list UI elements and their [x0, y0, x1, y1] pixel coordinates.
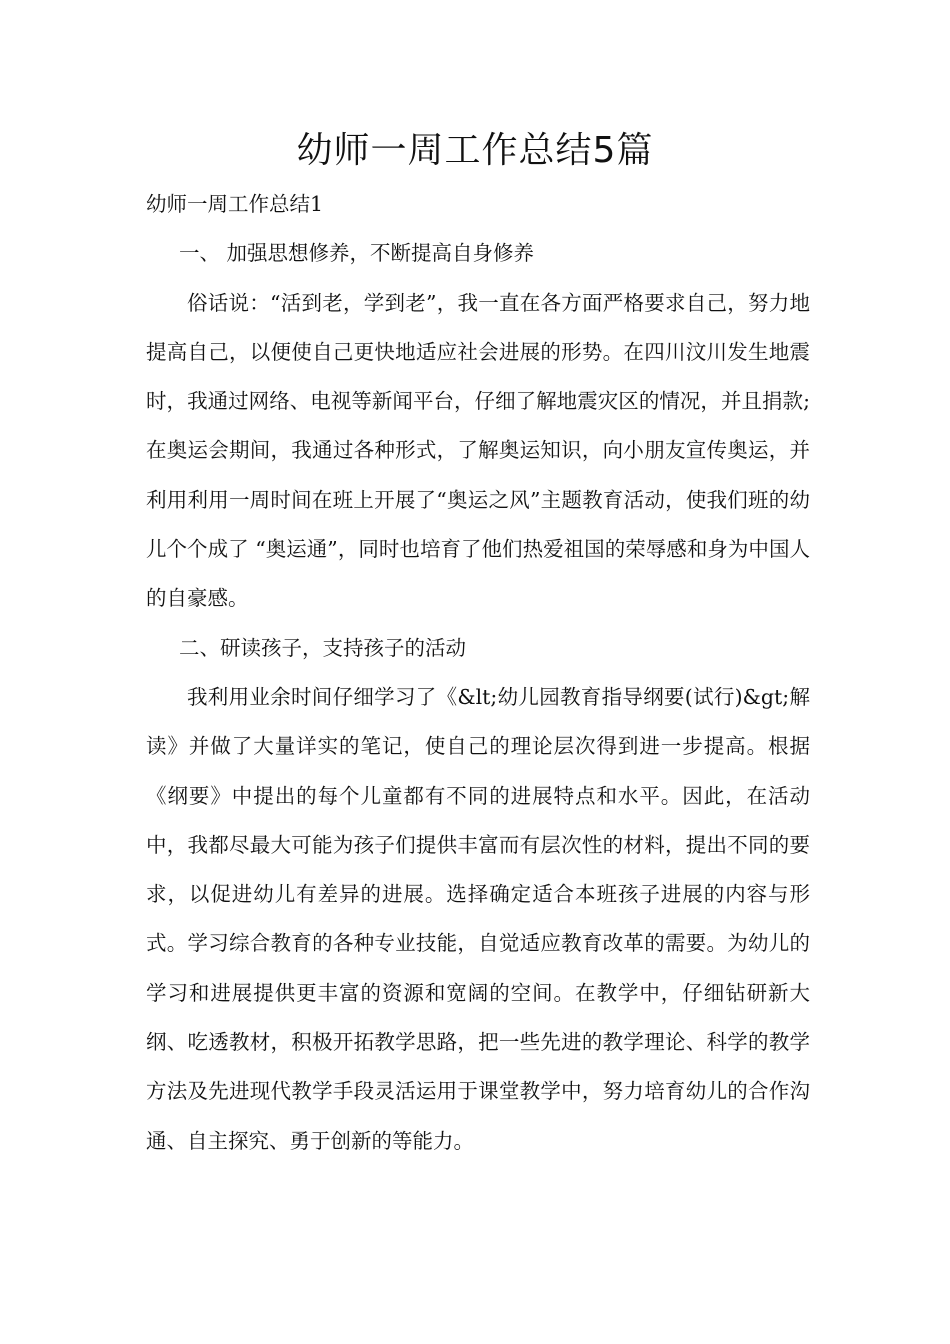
section-1-paragraph: 俗话说：“活到老，学到老”，我一直在各方面严格要求自己，努力地提高自己，以便使自己更快地适应社会进展的形势。在四川汶川发生地震时，我通过网络、电视等新闻平台，仔细了解地震灾区的情况，并且捐款;在奥运会期间，我通过各种形式，了解奥运知识，向小朋友宣传奥运，并利用利用一周时间在班上开展了“奥运之风”主题教育活动，使我们班的幼儿个个成了 “奥运通”，同时也培育了他们热爱祖国的荣辱感和身为中国人的自豪感。 [146, 290, 810, 611]
subtitle: 幼师一周工作总结1 [146, 192, 324, 216]
document-title: 幼师一周工作总结5篇 [296, 130, 654, 171]
section-1-heading: 一、 加强思想修养，不断提高自身修养 [179, 241, 535, 266]
document-body [146, 180, 810, 1166]
section-2-heading: 二、研读孩子，支持孩子的活动 [179, 635, 466, 660]
section-2-paragraph: 我利用业余时间仔细学习了《&lt;幼儿园教育指导纲要(试行)&gt;解读》并做了大量详实的笔记，使自己的理论层次得到进一步提高。根据《纲要》中提出的每个儿童都有不同的进展特点和水平。因此，在活动中，我都尽最大可能为孩子们提供丰富而有层次性的材料，提出不同的要求，以促进幼儿有差异的进展。选择确定适合本班孩子进展的内容与形式。学习综合教育的各种专业技能，自觉适应教育改革的需要。为幼儿的学习和进展提供更丰富的资源和宽阔的空间。在教学中，仔细钻研新大纲、吃透教材，积极开拓教学思路，把一些先进的教学理论、科学的教学方法及先进现代教学手段灵活运用于课堂教学中，努力培育幼儿的合作沟通、自主探究、勇于创新的等能力。 [146, 684, 810, 1153]
